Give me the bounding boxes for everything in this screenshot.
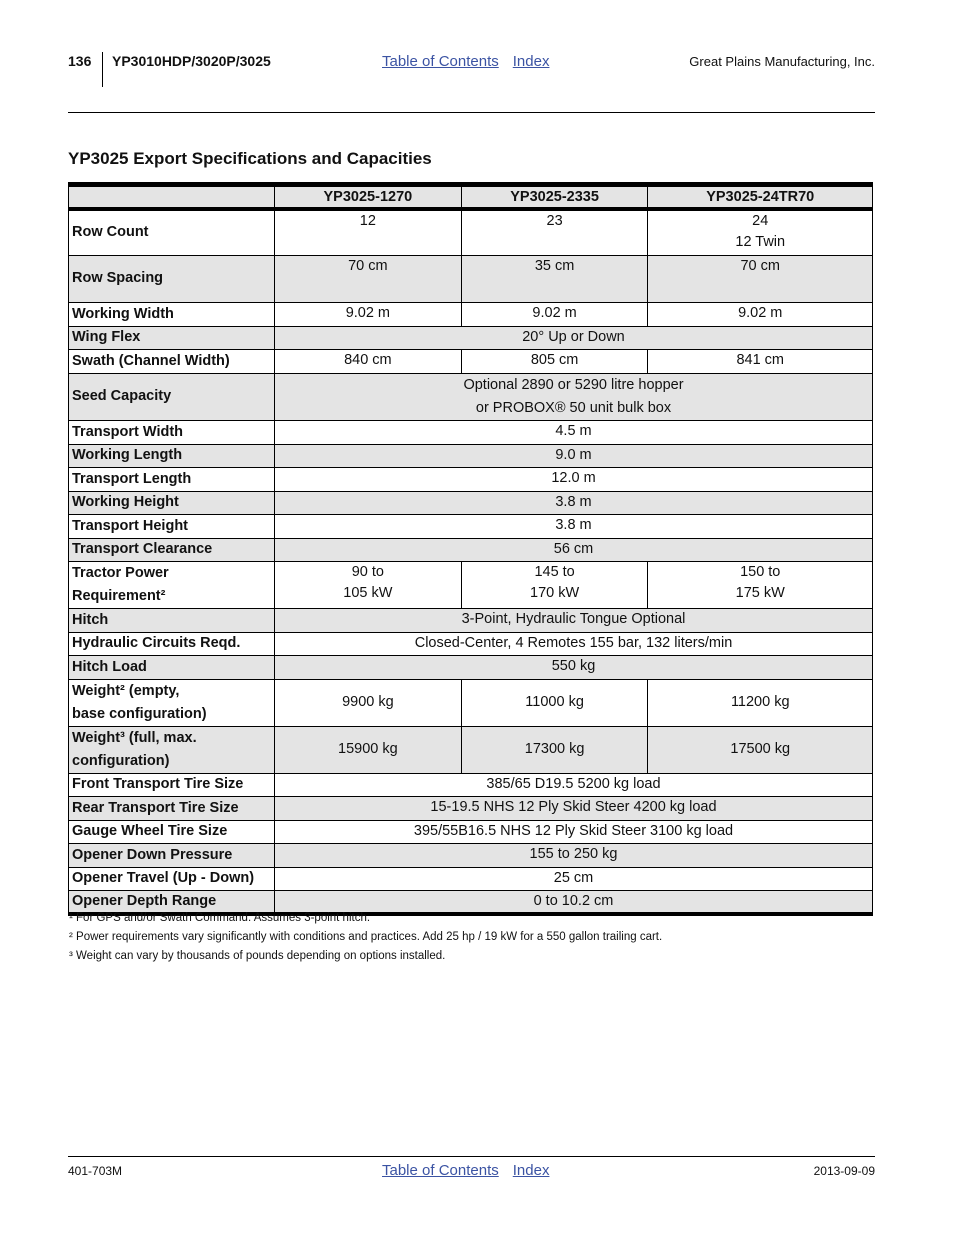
spec-value-text: 105 kW — [343, 584, 393, 601]
spec-value-text: 24 — [752, 213, 769, 229]
spec-value-text: 9.0 m — [555, 446, 592, 463]
spec-value-text: 12 Twin — [735, 234, 786, 250]
table-row — [69, 538, 873, 561]
footnote: ¹ For GPS and/or Swath Command. Assumes 3-point hitch. — [69, 912, 371, 924]
table-row — [69, 209, 873, 255]
footer-rule — [68, 1156, 875, 1157]
spec-label — [69, 209, 275, 255]
spec-value-text: 550 kg — [551, 657, 596, 674]
spec-label — [69, 302, 275, 326]
spec-value — [461, 255, 648, 302]
table-row — [69, 655, 873, 679]
spec-label — [69, 890, 275, 914]
spec-value — [648, 679, 873, 726]
spec-value-text: 9.02 m — [738, 304, 783, 321]
spec-value — [461, 561, 648, 608]
spec-label — [69, 561, 275, 608]
table-row — [69, 373, 873, 420]
spec-value-text: 9900 kg — [342, 694, 394, 710]
spec-value — [648, 561, 873, 608]
spec-value-shared — [275, 514, 873, 538]
spec-label-text: base configuration) — [72, 705, 207, 722]
spec-value-text: 23 — [546, 213, 563, 229]
spec-label — [69, 514, 275, 538]
spec-value-text: 9.02 m — [345, 304, 391, 321]
spec-value-text: 9.02 m — [532, 304, 577, 321]
spec-value-text: 395/55B16.5 NHS 12 Ply Skid Steer 3100 kg load — [413, 822, 734, 839]
footer-nav — [382, 1162, 563, 1179]
document-number: 401-703M — [68, 1164, 123, 1178]
spec-label-text: Wing Flex — [72, 329, 141, 345]
spec-value-shared — [275, 467, 873, 491]
spec-value-shared — [275, 326, 873, 349]
spec-value-text: Closed-Center, 4 Remotes 155 bar, 132 liters/min — [414, 634, 733, 651]
table-of-contents-link[interactable]: Table of Contents — [382, 1162, 499, 1179]
spec-value-text: 3-Point, Hydraulic Tongue Optional — [461, 610, 686, 627]
specifications-table — [68, 182, 873, 916]
column-header: YP3025-1270 — [275, 185, 462, 210]
table-row — [69, 773, 873, 796]
spec-label-text: Rear Transport Tire Size — [72, 799, 239, 816]
revision-date: 2013-09-09 — [813, 1164, 875, 1178]
spec-value-text: Optional 2890 or 5290 litre hopper — [463, 376, 684, 393]
spec-label-text: Hitch Load — [72, 658, 147, 675]
spec-label — [69, 773, 275, 796]
spec-label — [69, 444, 275, 467]
spec-label-text: Opener Travel (Up - Down) — [72, 870, 255, 886]
spec-value-text: 25 cm — [553, 869, 594, 886]
table-row — [69, 679, 873, 726]
spec-value-shared — [275, 491, 873, 514]
spec-value-text: 841 cm — [736, 351, 785, 368]
spec-value — [461, 349, 648, 373]
table-row — [69, 255, 873, 302]
table-row — [69, 632, 873, 655]
table-row — [69, 890, 873, 914]
spec-value-text: 805 cm — [530, 351, 579, 368]
spec-value-text: 20° Up or Down — [522, 328, 625, 345]
spec-value-text: 0 to 10.2 cm — [533, 892, 614, 909]
spec-value-shared — [275, 632, 873, 655]
spec-label-text: configuration) — [72, 752, 170, 769]
spec-label-text: Transport Height — [72, 517, 189, 534]
spec-value-text: 70 cm — [348, 257, 388, 274]
spec-value-text: 90 to — [351, 563, 384, 580]
spec-label-text: Row Count — [72, 224, 149, 241]
spec-label-text: Front Transport Tire Size — [72, 776, 244, 792]
spec-value — [275, 561, 462, 608]
spec-label-text: Swath (Channel Width) — [72, 352, 230, 369]
spec-label-text: Transport Width — [72, 423, 184, 440]
spec-value-text: 3.8 m — [555, 493, 592, 510]
header-divider — [102, 52, 103, 87]
index-link[interactable]: Index — [512, 1162, 550, 1179]
spec-label-text: Transport Clearance — [72, 541, 213, 557]
spec-value-shared — [275, 444, 873, 467]
spec-value — [461, 726, 648, 773]
spec-label — [69, 796, 275, 820]
spec-value-text: 11000 kg — [525, 694, 584, 710]
spec-value — [275, 679, 462, 726]
spec-value-text: 4.5 m — [555, 422, 592, 439]
table-row — [69, 867, 873, 890]
table-row — [69, 796, 873, 820]
footnote: ² Power requirements vary significantly with conditions and practices. Add 25 hp / 19 kW for a 550 gallon trailing cart. — [69, 931, 663, 943]
spec-value — [648, 209, 873, 255]
header-rule — [68, 112, 875, 113]
spec-label-text: Seed Capacity — [72, 388, 172, 404]
spec-value-text: 12.0 m — [551, 469, 596, 486]
spec-label — [69, 326, 275, 349]
spec-value — [461, 209, 648, 255]
spec-value — [275, 302, 462, 326]
spec-value-shared — [275, 538, 873, 561]
spec-value-text: 175 kW — [735, 584, 785, 601]
table-row — [69, 608, 873, 632]
spec-label-text: Requirement² — [72, 587, 166, 604]
spec-value-text: 70 cm — [740, 257, 780, 274]
table-row — [69, 444, 873, 467]
spec-label — [69, 820, 275, 843]
spec-label — [69, 373, 275, 420]
column-header: YP3025-24TR70 — [648, 185, 873, 210]
table-row — [69, 349, 873, 373]
header-nav — [382, 53, 563, 70]
spec-label-text: Working Width — [72, 305, 174, 322]
table-row — [69, 491, 873, 514]
spec-label-text: Hydraulic Circuits Reqd. — [72, 635, 241, 651]
spec-label-text: Gauge Wheel Tire Size — [72, 823, 228, 839]
spec-value-shared — [275, 820, 873, 843]
table-row — [69, 326, 873, 349]
footnote: ³ Weight can vary by thousands of pounds depending on options installed. — [69, 950, 446, 962]
spec-label-text: Tractor Power — [72, 564, 169, 581]
spec-value-text: 3.8 m — [555, 516, 592, 533]
table-row — [69, 420, 873, 444]
spec-label-text: Hitch — [72, 611, 109, 628]
page-number: 136 — [68, 53, 92, 69]
spec-value — [648, 302, 873, 326]
spec-label — [69, 467, 275, 491]
column-header: YP3025-2335 — [461, 185, 648, 210]
spec-value — [275, 726, 462, 773]
table-header-row — [69, 185, 873, 210]
spec-value — [648, 255, 873, 302]
spec-value-text: 150 to — [740, 563, 781, 580]
spec-value-text: or PROBOX® 50 unit bulk box — [475, 399, 672, 416]
section-title: YP3025 Export Specifications and Capacities — [68, 149, 432, 168]
spec-value-text: 385/65 D19.5 5200 kg load — [486, 775, 661, 792]
spec-value — [275, 209, 462, 255]
column-header-blank — [69, 185, 275, 210]
table-row — [69, 467, 873, 491]
company-name: Great Plains Manufacturing, Inc. — [689, 54, 875, 69]
spec-label — [69, 538, 275, 561]
spec-value — [648, 726, 873, 773]
spec-value-shared — [275, 420, 873, 444]
spec-label — [69, 255, 275, 302]
spec-label — [69, 491, 275, 514]
spec-value-shared — [275, 373, 873, 420]
spec-value-text: 15-19.5 NHS 12 Ply Skid Steer 4200 kg load — [430, 798, 717, 815]
table-row — [69, 514, 873, 538]
spec-value-shared — [275, 890, 873, 914]
spec-value-text: 17300 kg — [524, 741, 585, 757]
spec-label — [69, 420, 275, 444]
spec-value-shared — [275, 867, 873, 890]
spec-value-text: 170 kW — [530, 584, 580, 601]
spec-label — [69, 867, 275, 890]
spec-label-text: Row Spacing — [72, 270, 164, 286]
spec-label — [69, 608, 275, 632]
spec-value-text: 145 to — [534, 563, 575, 580]
index-link[interactable]: Index — [512, 53, 550, 70]
table-body — [69, 209, 873, 914]
spec-value-shared — [275, 796, 873, 820]
spec-value-shared — [275, 608, 873, 632]
spec-value-text: 155 to 250 kg — [529, 845, 618, 862]
spec-value — [461, 679, 648, 726]
spec-label-text: Weight³ (full, max. — [72, 729, 197, 746]
table-row — [69, 302, 873, 326]
spec-value-text: 17500 kg — [730, 741, 791, 757]
table-row — [69, 726, 873, 773]
spec-value-text: 15900 kg — [338, 741, 398, 757]
spec-label — [69, 843, 275, 867]
spec-value-shared — [275, 655, 873, 679]
spec-label-text: Working Height — [72, 494, 179, 510]
spec-label-text: Working Length — [72, 447, 183, 463]
spec-label-text: Opener Down Pressure — [72, 846, 233, 863]
spec-value-shared — [275, 843, 873, 867]
spec-label-text: Transport Length — [72, 470, 192, 487]
spec-value — [648, 349, 873, 373]
spec-label — [69, 655, 275, 679]
table-row — [69, 820, 873, 843]
spec-value-text: 840 cm — [344, 351, 392, 368]
table-row — [69, 561, 873, 608]
spec-label-text: Weight² (empty, — [72, 682, 180, 699]
table-of-contents-link[interactable]: Table of Contents — [382, 53, 499, 70]
spec-label — [69, 632, 275, 655]
spec-value — [275, 255, 462, 302]
spec-label-text: Opener Depth Range — [72, 892, 217, 909]
spec-value — [461, 302, 648, 326]
spec-value-shared — [275, 773, 873, 796]
spec-value-text: 11200 kg — [730, 694, 790, 710]
spec-label — [69, 349, 275, 373]
spec-value — [275, 349, 462, 373]
spec-label — [69, 726, 275, 773]
spec-value-text: 56 cm — [553, 540, 594, 557]
table-row — [69, 843, 873, 867]
spec-value-text: 35 cm — [534, 257, 575, 274]
model-title: YP3010HDP/3020P/3025 — [112, 53, 271, 69]
spec-label — [69, 679, 275, 726]
spec-value-text: 12 — [359, 213, 376, 229]
